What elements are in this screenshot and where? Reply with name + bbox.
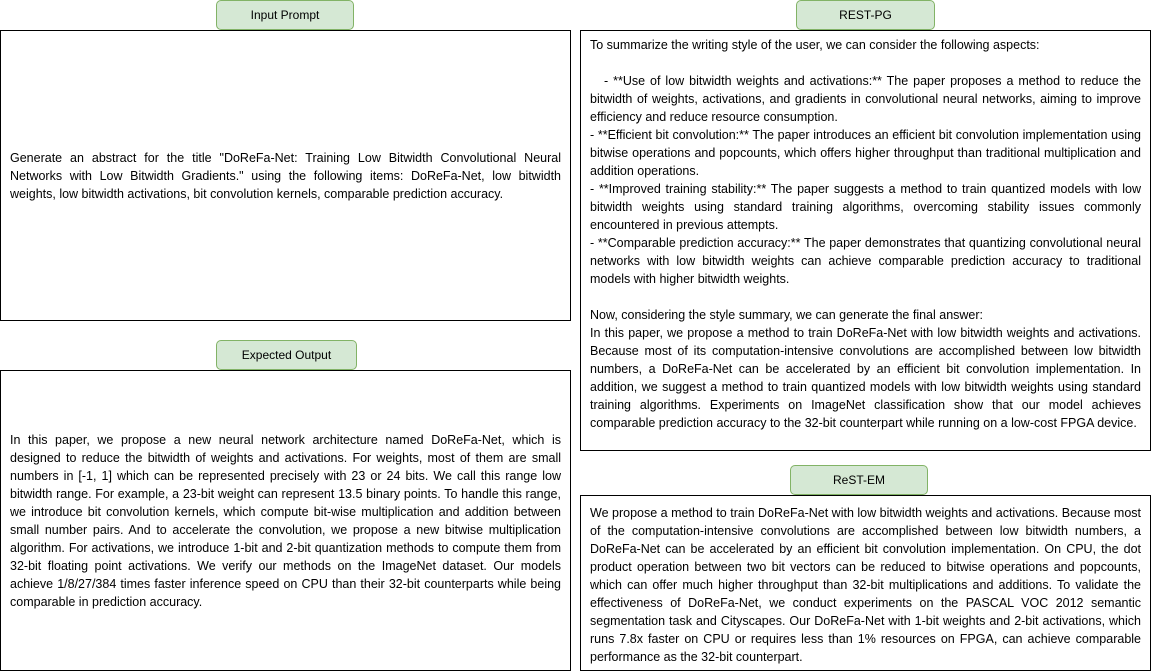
rest-pg-item: - **Comparable prediction accuracy:** The paper demonstrates that quantizing convolutional neural networks with low bitwidth weights can achieve comparable prediction accuracy to traditional models with higher bitwidth weights.: [590, 236, 1141, 286]
rest-pg-item: - **Efficient bit convolution:** The paper introduces an efficient bit convolution implementation using bitwise operations and popcounts, which offers higher throughput than traditional multiplication and addition operations.: [590, 128, 1141, 178]
rest-em-box: [580, 495, 1151, 671]
rest-pg-box: [580, 30, 1151, 451]
rest-pg-answer: In this paper, we propose a method to train DoReFa-Net with low bitwidth weights and activations. Because most of its computation-intensive convolutions are accomplished between low bitwidth numbers, a DoReFa-Net can be accelerated by an efficient bit convolution implementation. In addition, we suggest a method to train quantized models with low bitwidth weights using standard training algorithms. Experiments on ImageNet classification show that our model achieves comparable prediction accuracy to the 32-bit counterpart while running on a low-cost FPGA device.: [590, 326, 1141, 430]
rest-pg-item: - **Improved training stability:** The paper suggests a method to train quantized models with low bitwidth weights using standard training algorithms, overcoming stability issues commonly encountered in previous attempts.: [590, 182, 1141, 232]
rest-em-label: ReST-EM: [790, 465, 928, 495]
rest-pg-item: - **Use of low bitwidth weights and activations:** The paper proposes a method to reduce the bitwidth of weights, activations, and gradients in convolutional neural networks, aiming to improve efficiency and reduce resource consumption.: [590, 74, 1141, 124]
rest-pg-intro: To summarize the writing style of the user, we can consider the following aspects:: [590, 38, 1040, 52]
input-prompt-text: Generate an abstract for the title "DoReFa-Net: Training Low Bitwidth Convolutional Neural Networks with Low Bitwidth Gradients." using the following items: DoReFa-Net, low bitwidth weights, low bitwidth activations, bit convolution kernels, comparable prediction accuracy.: [10, 150, 561, 201]
input-prompt-label: Input Prompt: [216, 0, 354, 30]
rest-pg-transition: Now, considering the style summary, we can generate the final answer:: [590, 308, 984, 322]
expected-output-text: In this paper, we propose a new neural network architecture named DoReFa-Net, which is designed to reduce the bitwidth of weights and activations. For weights, most of them are small numbers in [-1, 1] which can be represented precisely with 23 or 24 bits. We call this range low bitwidth range. For example, a 23-bit weight can represent 13.5 binary points. To handle this range, we introduce bit convolution kernels, which compute bit-wise multiplication and addition between small number pairs. And to accelerate the convolution, we propose a new bitwise multiplication algorithm. For activations, we introduce 1-bit and 2-bit quantization methods to compute them from 32-bit floating point activations. We verify our methods on the ImageNet dataset. Our models achieve 1/8/27/384 times faster inference speed on CPU than their 32-bit counterparts while being comparable in prediction accuracy.: [10, 432, 561, 609]
spacer: [590, 288, 1141, 306]
rest-pg-label: REST-PG: [796, 0, 935, 30]
rest-em-text: We propose a method to train DoReFa-Net with low bitwidth weights and activations. Because most of the computation-intensive convolutions are accomplished between low bitwidth numbers, a DoReFa-Net can be accelerated by an efficient bit convolution implementation. On CPU, the dot product operation between two bit vectors can be reduced to bitwise operations and popcounts, which can offer much higher throughput than 32-bit multiplications and additions. To validate the effectiveness of DoReFa-Net, we conduct experiments on the PASCAL VOC 2012 semantic segmentation task and Cityscapes. Our DoReFa-Net with 1-bit weights and 2-bit activations, which runs 7.8x faster on CPU or requires less than 1% resources on FPGA, can achieve comparable performance as the 32-bit counterpart.: [590, 506, 1141, 664]
expected-output-label: Expected Output: [216, 340, 357, 370]
input-prompt-box: [0, 30, 571, 321]
spacer: [590, 54, 1141, 72]
expected-output-box: [0, 370, 571, 671]
